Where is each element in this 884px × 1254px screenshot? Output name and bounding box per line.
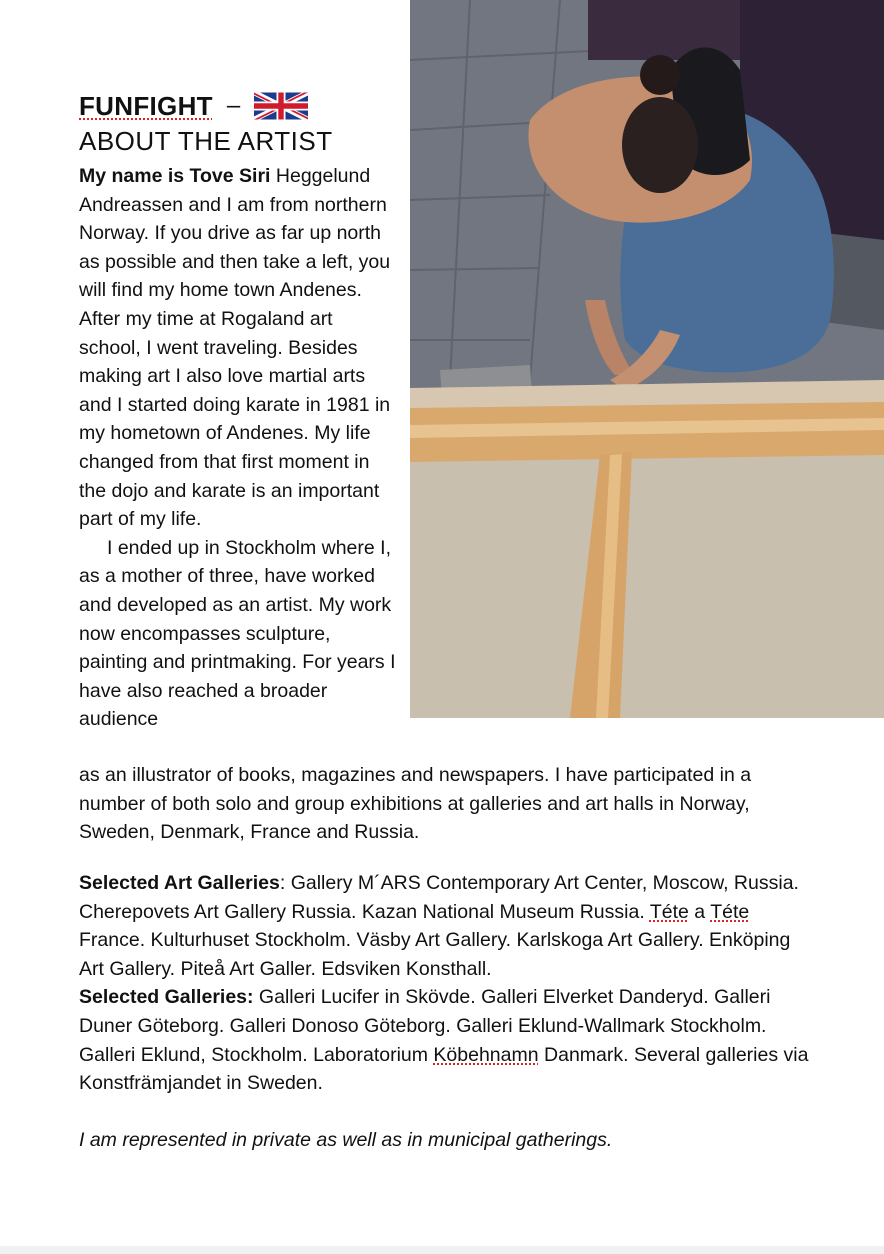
intro-text-1: Heggelund Andreassen and I am from northern Norway. If you drive as far up north as possible and then take a left, you will find my home town Andenes. After my time at Rogaland art school, I went traveling. Besides making art I also love martial arts and I started doing karate in 1981 in my hometown of Andenes. My life changed from that first moment in the dojo and karate is an important part of my life. [79, 165, 391, 531]
art-galleries-label: Selected Art Galleries [79, 872, 280, 894]
title-dash: – [226, 92, 241, 119]
intro-bold-name: My name is Tove Siri [79, 165, 271, 187]
intro-paragraph-1 [79, 162, 399, 534]
galleries-paragraph [79, 983, 809, 1097]
art-galleries-text-b: a [688, 900, 711, 923]
spell-word-tete-2: Téte [710, 900, 750, 923]
heading-title-row [79, 90, 308, 122]
intro-paragraph-2-continued: as an illustrator of books, magazines and newspapers. I have participated in a number of both solo and group exhibitions at galleries and art halls in Norway, Sweden, Denmark, France and Russia. [79, 764, 752, 844]
intro-paragraph-2: I ended up in Stockholm where I, as a mother of three, have worked and developed as an artist. My work now encompasses sculpture, painting and printmaking. For years I have also reached a broader audience [79, 536, 396, 731]
galleries-text-a: Galleri Lucifer in Skövde. Galleri Elverket Danderyd. Galleri Duner Göteborg. Galleri Donoso Göteborg. Galleri Eklund-Wallmark Stockholm. Galleri Eklund, Stockholm. Laboratorium [79, 986, 771, 1066]
spell-word-kobehnamn: Köbehnamn [433, 1043, 539, 1066]
closing-statement: I am represented in private as well as in municipal gatherings. [79, 1129, 613, 1151]
spell-word-tete-1: Téte [649, 900, 689, 923]
page-subtitle: ABOUT THE ARTIST [79, 126, 333, 156]
intro-column [79, 162, 399, 734]
art-galleries-text-c: France. Kulturhuset Stockholm. Väsby Art Gallery. Karlskoga Art Gallery. Enköping Art Gallery. Piteå Art Galler. Edsviken Konsthall. [79, 929, 791, 980]
art-galleries-text-a: : Gallery M´ARS Contemporary Art Center, Moscow, Russia. Cherepovets Art Gallery Russia. Kazan National Museum Russia. [79, 872, 799, 923]
galleries-label: Selected Galleries: [79, 986, 254, 1009]
art-galleries-paragraph [79, 869, 809, 983]
page-bottom-edge [0, 1246, 884, 1254]
galleries-section [79, 869, 809, 1098]
uk-flag-icon [254, 92, 308, 120]
page-title: FUNFIGHT [79, 90, 213, 121]
artist-photo [410, 0, 884, 718]
galleries-text-b: Danmark. Several galleries via Konstfrämjandet in Sweden. [79, 1043, 809, 1095]
